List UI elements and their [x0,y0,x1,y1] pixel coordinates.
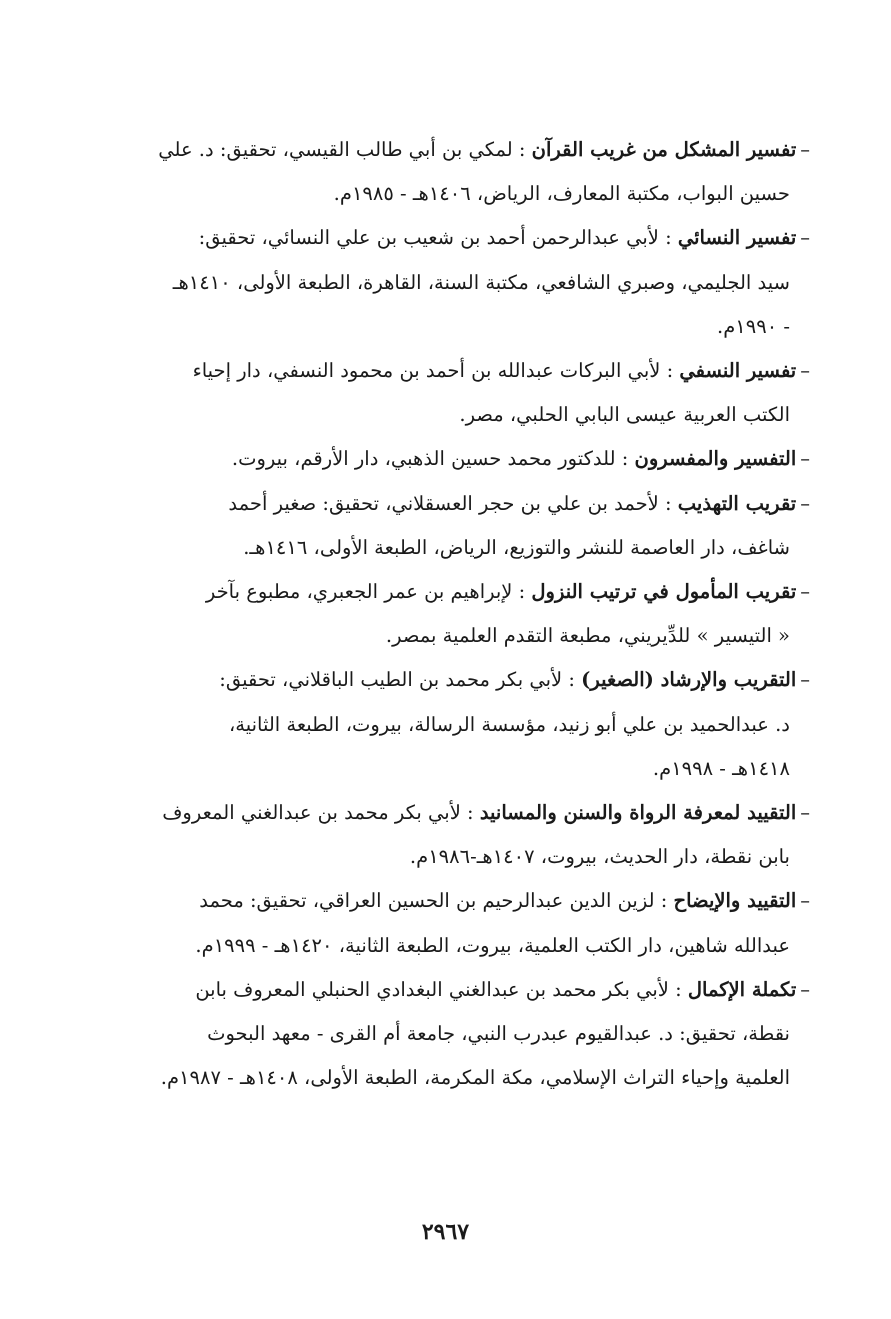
bibliography-entry [98,570,810,658]
entry-dash: – [800,491,810,515]
entry-dash: – [800,359,810,383]
entry-line: : لزين الدين عبدالرحيم بن الحسين العراقي، تحقيق: محمد [199,889,668,913]
entry-title: التفسير والمفسرون [634,447,797,471]
entry-title: التقييد لمعرفة الرواة والسنن والمسانيد [479,801,797,825]
entry-dash: – [800,977,810,1001]
bibliography-entry [98,349,810,437]
entry-line: : لأبي عبدالرحمن أحمد بن شعيب بن علي النسائي، تحقيق: [198,226,672,250]
entry-title: تفسير النسفي [679,359,797,383]
entry-dash: – [800,447,810,471]
bibliography-entry [98,437,810,481]
entry-line: : لمكي بن أبي طالب القيسي، تحقيق: د. علي [158,138,526,161]
bibliography-entry [98,128,810,216]
entry-line: العلمية وإحياء التراث الإسلامي، مكة المكرمة، الطبعة الأولى، ١٤٠٨هـ - ١٩٨٧م. [160,1066,790,1090]
entry-line: : لأحمد بن علي بن حجر العسقلاني، تحقيق: صغير أحمد [228,491,672,515]
entry-line: عبدالله شاهين، دار الكتب العلمية، بيروت، الطبعة الثانية، ١٤٢٠هـ - ١٩٩٩م. [195,933,790,957]
entry-line: : لإبراهيم بن عمر الجعبري، مطبوع بآخر [205,580,526,604]
entry-line: « التيسير » للدِّيريني، مطبعة التقدم العلمية بمصر. [385,624,790,648]
entry-title: التقريب والإرشاد (الصغير) [581,668,797,692]
entry-title: تقريب المأمول في ترتيب النزول [531,580,797,604]
page-number: ٢٩٦٧ [421,1219,470,1245]
entry-line: شاغف، دار العاصمة للنشر والتوزيع، الرياض، الطبعة الأولى، ١٤١٦هـ. [243,535,790,559]
entry-title: التقييد والإيضاح [673,889,797,913]
entry-line: د. عبدالحميد بن علي أبو زنيد، مؤسسة الرسالة، بيروت، الطبعة الثانية، [228,712,790,736]
entry-dash: – [800,138,810,161]
entry-line: - ١٩٩٠م. [717,314,790,338]
bibliography-entry [98,879,810,967]
entry-line: : لأبي البركات عبدالله بن أحمد بن محمود النسفي، دار إحياء [192,359,674,383]
bibliography-entry [98,482,810,570]
entry-dash: – [800,226,810,250]
entry-line: ١٤١٨هـ - ١٩٩٨م. [652,756,790,780]
entry-line: : لأبي بكر محمد بن عبدالغني البغدادي الحنبلي المعروف بابن [195,977,682,1001]
entry-line: : لأبي بكر محمد بن عبدالغني المعروف [162,801,474,825]
entry-title: تفسير المشكل من غريب القرآن [531,138,797,161]
bibliography-entry [98,216,810,349]
entry-title: تقريب التهذيب [677,491,797,515]
entry-title: تكملة الإكمال [687,977,797,1001]
entry-dash: – [800,580,810,604]
entry-title: تفسير النسائي [677,226,797,250]
entry-line: سيد الجليمي، وصبري الشافعي، مكتبة السنة، القاهرة، الطبعة الأولى، ١٤١٠هـ [172,270,790,294]
entry-line: الكتب العربية عيسى البابي الحلبي، مصر. [459,403,790,427]
entry-dash: – [800,668,810,692]
entry-line: حسين البواب، مكتبة المعارف، الرياض، ١٤٠٦هـ - ١٩٨٥م. [333,182,790,206]
entry-line: : لأبي بكر محمد بن الطيب الباقلاني، تحقيق: [219,668,575,692]
bibliography-entry [98,658,810,791]
bibliography-entry [98,968,810,1101]
entry-dash: – [800,801,810,825]
entry-line: : للدكتور محمد حسين الذهبي، دار الأرقم، بيروت. [231,447,629,471]
entry-line: نقطة، تحقيق: د. عبدالقيوم عبدرب النبي، جامعة أم القرى - معهد البحوث [207,1022,790,1046]
bibliography-entry [98,791,810,879]
entry-line: بابن نقطة، دار الحديث، بيروت، ١٤٠٧هـ-١٩٨٦م. [409,845,790,869]
bibliography-list [98,128,810,1100]
entry-dash: – [800,889,810,913]
